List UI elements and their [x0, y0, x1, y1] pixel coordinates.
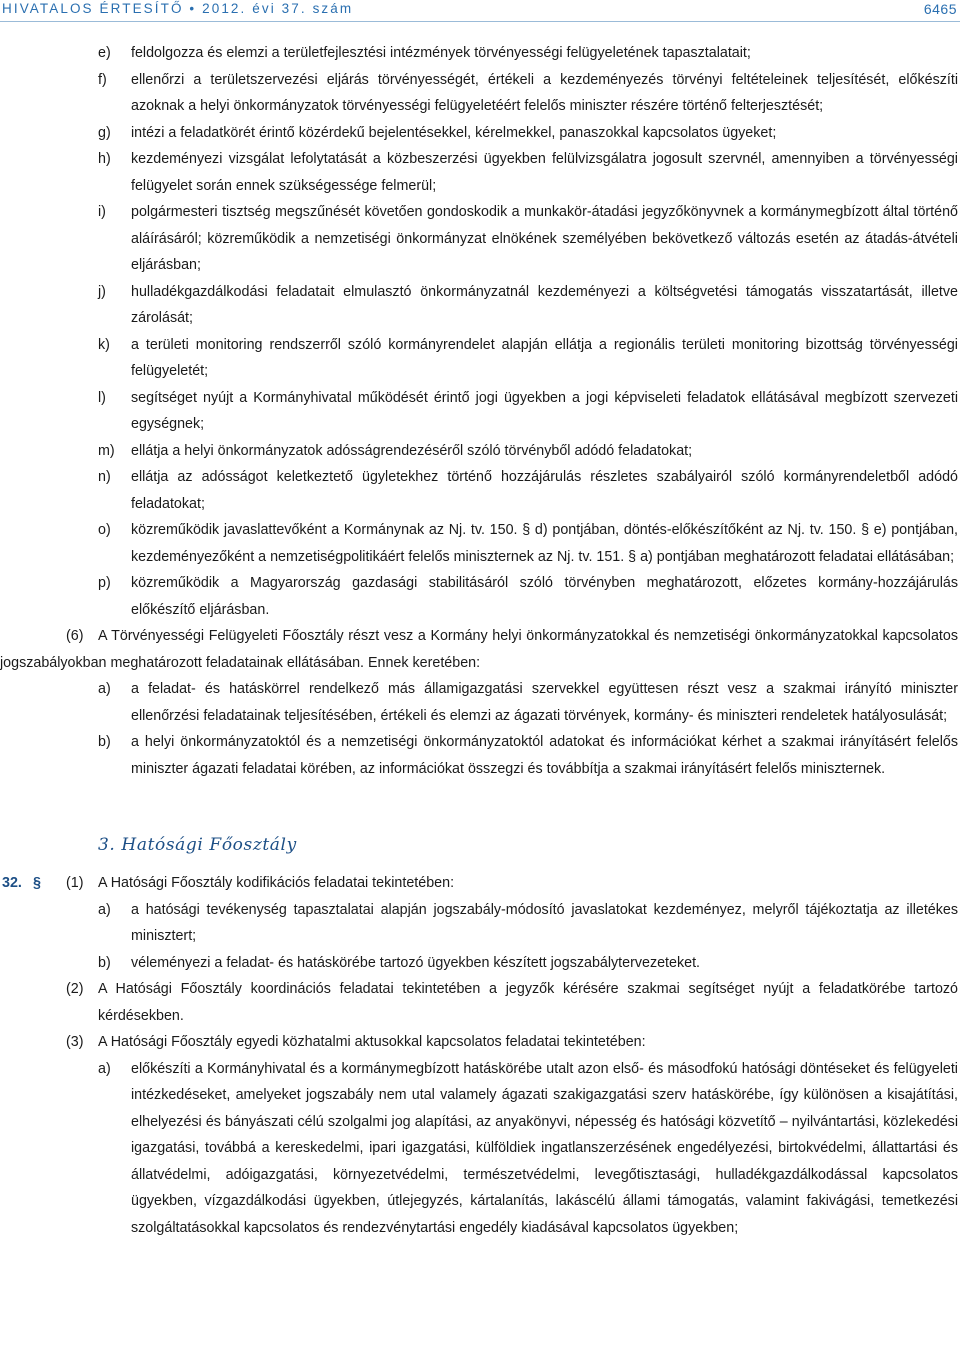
paragraph-label: (2): [66, 981, 84, 997]
article-32-paragraph-1: [0, 870, 960, 897]
list-item-1b: [0, 950, 960, 977]
document-body: [0, 40, 960, 1241]
section-heading: 3. Hatósági Főosztály: [98, 835, 297, 855]
list-item-1a: [0, 897, 960, 950]
list-item-6b: [0, 729, 960, 782]
item-label: p): [98, 575, 111, 591]
paragraph-3: [0, 1029, 960, 1056]
paragraph-text: A Hatósági Főosztály egyedi közhatalmi aktusokkal kapcsolatos feladatai tekintetében:: [98, 1034, 646, 1050]
item-label: b): [98, 954, 111, 971]
item-label: i): [98, 204, 106, 220]
item-label: h): [98, 151, 111, 167]
list-item-n: [0, 464, 960, 517]
item-label: b): [98, 734, 111, 750]
item-label: k): [98, 336, 110, 353]
item-label: e): [98, 45, 111, 61]
item-label: j): [98, 283, 106, 300]
item-text: közreműködik a Magyarország gazdasági stabilitásáról szóló törvényben meghatározott, előzetes kormány-hozzájárulás előkészítő eljárásban.: [131, 575, 958, 618]
list-item-i: [0, 199, 960, 279]
paragraph-label: (1): [66, 875, 84, 891]
item-label: l): [98, 389, 106, 406]
list-item-p: [0, 570, 960, 623]
item-label: a): [98, 1060, 111, 1077]
list-item-m: [0, 438, 960, 465]
item-label: n): [98, 469, 111, 485]
list-item-l: [0, 385, 960, 438]
item-text: előkészíti a Kormányhivatal és a kormánymegbízott hatáskörébe utalt azon első- és másodfokú hatósági döntéseket és felügyeleti intézkedéseket, amelyeket jogszabály nem utal valamely ágazati szakigazgatási szerv hatáskörébe, így különösen a kisajátítási, elhelyezési és bányászati célú szolgalmi jog alapítási, az anyakönyvi, népesség és hatósági közvetítő – nyilvántartási, közlekedési igazgatási, továbbá a kereskedelmi, ipari igazgatási, külföldiek ingatlanszerzésének engedélyezési, birtokvédelmi, állattartási és állatvédelmi, adóigazgatási, környezetvédelmi, természetvédelmi, levegőtisztasági, hulladékgazdálkodással kapcsolatos ügyekben, vízgazdálkodási ügyekben, útlejegyzés, kártalanítás, lakáscélú állami támogatás, valamint fakivágási, temetkezési szolgáltatásokkal kapcsolatos és rendezvénytartási engedély kiadásával kapcsolatos ügyekben;: [131, 1060, 958, 1236]
item-label: a): [98, 901, 111, 918]
section-sign: §: [33, 875, 41, 891]
paragraph-2: [0, 976, 960, 1029]
item-text: feldolgozza és elemzi a területfejlesztési intézmények törvényességi felügyeletének tapasztalatait;: [131, 45, 751, 61]
item-text: a feladat- és hatáskörrel rendelkező más államigazgatási szervekkel együttesen részt vesz a szakmai irányító miniszter ellenőrzési feladatainak teljesítésében, értékeli és elemzi az ágazati törvények, kormány- és miniszteri rendeletek hatályosulását;: [131, 681, 958, 724]
list-item-g: [0, 120, 960, 147]
list-item-o: [0, 517, 960, 570]
item-text: segítséget nyújt a Kormányhivatal működését érintő jogi ügyekben a jogi képviseleti feladatok ellátásával megbízott szervezeti egységnek;: [131, 389, 958, 432]
item-text: közreműködik javaslattevőként a Kormánynak az Nj. tv. 150. § d) pontjában, döntés-előkészítőként az Nj. tv. 150. § e) pontjában, kezdeményezőként a nemzetiségpolitikáért felelős miniszternek az Nj. tv. 151. § a) pontjában meghatározott feladatai ellátásában;: [131, 522, 958, 565]
item-text: ellátja az adósságot keletkeztető ügyletekhez történő hozzájárulás részletes szabályairól szóló kormányrendeletből adódó feladatokat;: [131, 469, 958, 512]
item-label: o): [98, 522, 111, 538]
item-label: m): [98, 442, 115, 459]
item-label: a): [98, 681, 111, 697]
item-label: g): [98, 124, 111, 141]
list-item-j: [0, 279, 960, 332]
item-label: f): [98, 71, 107, 88]
item-text: intézi a feladatkörét érintő közérdekű bejelentésekkel, kérelmekkel, panaszokkal kapcsolatos ügyeket;: [131, 124, 777, 141]
item-text: a hatósági tevékenység tapasztalatai alapján jogszabály-módosító javaslatokat kezdeményez, melyről tájékoztatja az illetékes minisztert;: [131, 901, 958, 944]
list-item-6a: [0, 676, 960, 729]
article-number: 32.: [2, 875, 22, 891]
list-item-e: [0, 40, 960, 67]
list-item-3a: [0, 1056, 960, 1242]
item-text: kezdeményezi vizsgálat lefolytatását a közbeszerzési ügyekben felülvizsgálatra jogosult szervnél, amennyiben a törvényességi felügyelet során ennek szükségessége felmerül;: [131, 151, 958, 194]
paragraph-text: A Törvényességi Felügyeleti Főosztály részt vesz a Kormány helyi önkormányzatokkal és nemzetiségi önkormányzatokkal kapcsolatos jogszabályokban meghatározott feladatainak ellátásában. Ennek keretében:: [0, 628, 958, 671]
list-item-k: [0, 332, 960, 385]
list-item-f: [0, 67, 960, 120]
header-rule: [0, 21, 960, 22]
item-text: polgármesteri tisztség megszűnését követően gondoskodik a munkakör-átadási jegyzőkönyvnek a kormánymegbízott által történő aláírásáról; közreműködik a nemzetiségi önkormányzat elnökének személyében bekövetkező változás esetén az átadás-átvételi eljárásban;: [131, 204, 958, 273]
item-text: véleményezi a feladat- és hatáskörébe tartozó ügyekben készített jogszabálytervezeteket.: [131, 954, 701, 971]
item-text: hulladékgazdálkodási feladatait elmulasztó önkormányzatnál kezdeményezi a költségvetési támogatás visszatartását, illetve zárolását;: [131, 283, 958, 326]
list-item-h: [0, 146, 960, 199]
paragraph-label: (3): [66, 1034, 84, 1050]
page-header: [0, 0, 960, 22]
journal-title: HIVATALOS ÉRTESÍTŐ • 2012. évi 37. szám: [2, 1, 354, 16]
item-text: ellátja a helyi önkormányzatok adósságrendezéséről szóló törvényből adódó feladatokat;: [131, 442, 693, 459]
paragraph-text: A Hatósági Főosztály koordinációs feladatai tekintetében a jegyzők kérésére szakmai segítséget nyújt a feladatkörébe tartozó kérdésekben.: [98, 981, 958, 1024]
item-text: a területi monitoring rendszerről szóló kormányrendelet alapján ellátja a regionális területi monitoring bizottság törvényességi felügyeletét;: [131, 336, 958, 379]
item-text: ellenőrzi a területszervezési eljárás törvényességét, értékeli a kezdeményezés törvényi feltételeinek teljesítését, előkészíti azoknak a helyi önkormányzatok törvényességi felügyeletéért felelős miniszter részére történő felterjesztését;: [131, 71, 958, 114]
paragraph-6: [0, 623, 960, 676]
paragraph-label: (6): [66, 628, 84, 644]
page-number: 6465: [923, 1, 957, 17]
paragraph-text: A Hatósági Főosztály kodifikációs feladatai tekintetében:: [98, 875, 455, 891]
item-text: a helyi önkormányzatoktól és a nemzetiségi önkormányzatoktól adatokat és információkat kérhet a szakmai irányításért felelős miniszter ágazati feladatai körében, az információkat összegzi és továbbítja a szakmai irányításért felelős miniszternek.: [131, 734, 958, 777]
